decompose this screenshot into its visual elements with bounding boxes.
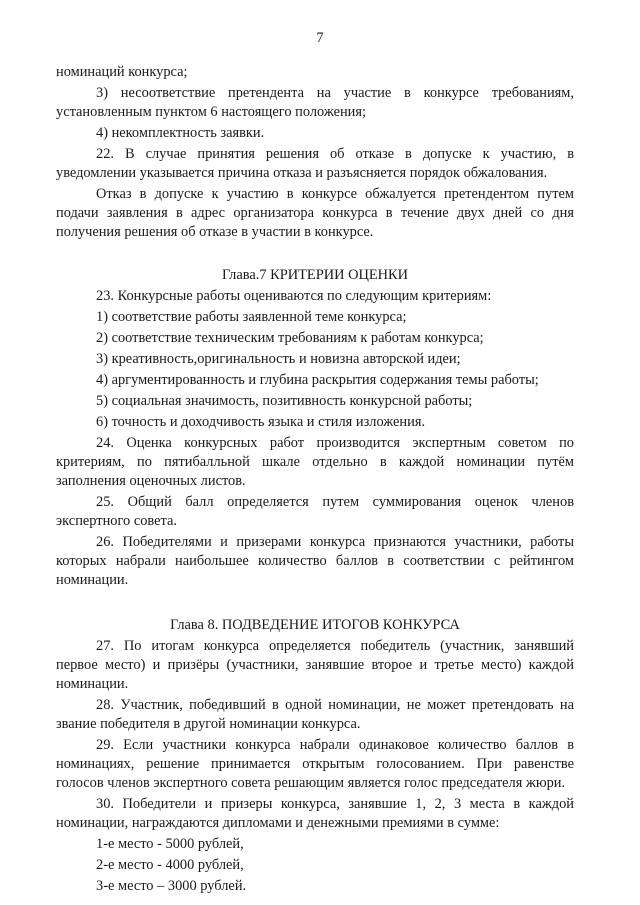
- paragraph: номинаций конкурса;: [56, 64, 188, 80]
- paragraph: 30. Победители и призеры конкурса, занявшие 1, 2, 3 места в каждой номинации, награждаются дипломами и денежными премиями в сумме:: [56, 796, 574, 831]
- list-item: 2-е место - 4000 рублей,: [96, 857, 244, 873]
- paragraph: 25. Общий балл определяется путем суммирования оценок членов экспертного совета.: [56, 494, 574, 529]
- list-item: 1-е место - 5000 рублей,: [96, 836, 244, 852]
- section-heading: Глава.7 КРИТЕРИИ ОЦЕНКИ: [221, 267, 409, 283]
- list-item: 3-е место – 3000 рублей.: [96, 878, 247, 894]
- paragraph: 4) некомплектность заявки.: [96, 125, 265, 141]
- paragraph: 22. В случае принятия решения об отказе в допуске к участию, в уведомлении указывается причина отказа и разъясняется порядок обжалования.: [56, 146, 574, 181]
- list-item: 4) аргументированность и глубина раскрытия содержания темы работы;: [96, 372, 539, 388]
- paragraph: 23. Конкурсные работы оцениваются по следующим критериям:: [96, 288, 492, 304]
- section-heading: Глава 8. ПОДВЕДЕНИЕ ИТОГОВ КОНКУРСА: [170, 617, 460, 633]
- list-item: 1) соответствие работы заявленной теме конкурса;: [96, 309, 407, 325]
- paragraph: 24. Оценка конкурсных работ производится экспертным советом по критериям, по пятибалльной шкале отдельно в каждой номинации путём заполнения оценочных листов.: [56, 435, 574, 489]
- document-body: [56, 63, 574, 898]
- list-item: 6) точность и доходчивость языка и стиля изложения.: [96, 414, 426, 430]
- list-item: 2) соответствие техническим требованиям к работам конкурса;: [96, 330, 484, 346]
- page-number: 7: [316, 30, 324, 46]
- paragraph: 28. Участник, победивший в одной номинации, не может претендовать на звание победителя в другой номинации конкурса.: [56, 697, 574, 732]
- list-item: 3) креативность,оригинальность и новизна авторской идеи;: [96, 351, 461, 367]
- list-item: 5) социальная значимость, позитивность конкурсной работы;: [96, 393, 473, 409]
- paragraph: 3) несоответствие претендента на участие в конкурсе требованиям, установленным пунктом 6 настоящего положения;: [56, 85, 574, 120]
- paragraph: 29. Если участники конкурса набрали одинаковое количество баллов в номинациях, решение принимается открытым голосованием. При равенстве голосов членов экспертного совета решающим является голос председателя жюри.: [56, 737, 574, 791]
- paragraph: Отказ в допуске к участию в конкурсе обжалуется претендентом путем подачи заявления в адрес организатора конкурса в течение двух дней со дня получения решения об отказе в участии в конкурсе.: [56, 186, 574, 240]
- paragraph: 27. По итогам конкурса определяется победитель (участник, занявший первое место) и призёры (участники, занявшие второе и третье место) каждой номинации.: [56, 638, 574, 692]
- paragraph: 26. Победителями и призерами конкурса признаются участники, работы которых набрали наибольшее количество баллов в соответствии с рейтингом номинации.: [56, 534, 574, 588]
